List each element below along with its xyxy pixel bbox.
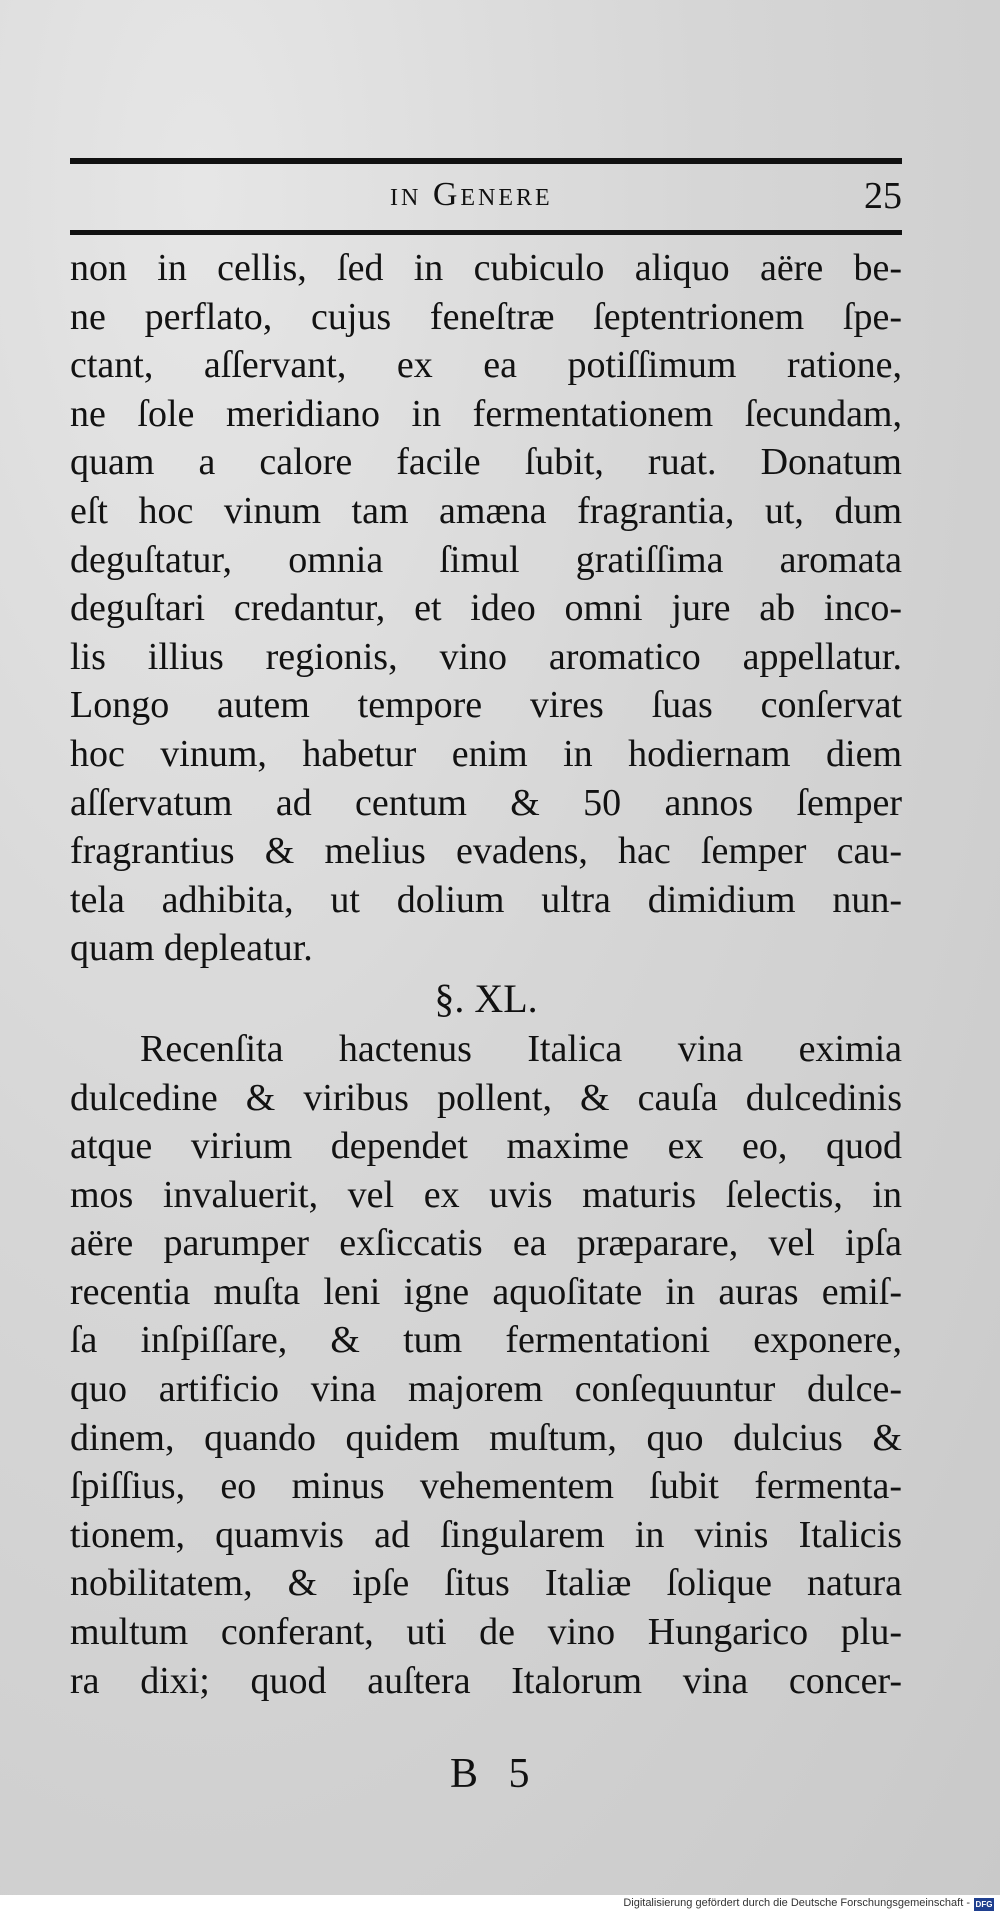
section-line: dinem, quando quidem muſtum, quo dulcius &	[70, 1416, 902, 1459]
section-line: dulcedine & viribus pollent, & cauſa dulcedinis	[70, 1076, 902, 1119]
dfg-logo-icon: DFG	[975, 1900, 993, 1909]
header-rule-bottom	[70, 230, 902, 235]
signature-mark: B 5	[450, 1751, 540, 1797]
text-line: quam a calore facile ſubit, ruat. Donatum	[70, 441, 902, 484]
text-line: eſt hoc vinum tam amæna fragrantia, ut, dum	[70, 489, 902, 532]
running-header	[70, 166, 902, 224]
footer-credit: Digitalisierung gefördert durch die Deutsche Forschungsgemeinschaft -	[623, 1897, 970, 1909]
section-heading: §. XL.	[434, 975, 538, 1021]
section-line: recentia muſta leni igne aquoſitate in auras emiſ-	[70, 1270, 902, 1313]
section-line: Recenſita hactenus Italica vina eximia	[140, 1027, 902, 1070]
text-line: non in cellis, ſed in cubiculo aliquo aëre be-	[70, 247, 902, 289]
section-line: ſpiſſius, eo minus vehementem ſubit fermenta-	[70, 1465, 902, 1508]
text-line: fragrantius & melius evadens, hac ſemper cau-	[70, 830, 902, 873]
digitization-footer	[0, 1895, 1000, 1915]
section-line: aëre parumper exſiccatis ea præparare, vel ipſa	[70, 1222, 902, 1265]
text-line: deguſtari credantur, et ideo omni jure ab inco-	[70, 587, 902, 630]
text-line: tela adhibita, ut dolium ultra dimidium nun-	[70, 878, 902, 921]
header-rule-top	[70, 158, 902, 164]
text-line: lis illius regionis, vino aromatico appellatur.	[70, 635, 902, 678]
text-line: ctant, aſſervant, ex ea potiſſimum ratione,	[70, 344, 902, 387]
section-line: nobilitatem, & ipſe ſitus Italiæ ſolique natura	[70, 1562, 902, 1605]
section-line: ra dixi; quod auſtera Italorum vina concer-	[70, 1659, 902, 1702]
running-title: in Genere	[390, 176, 553, 213]
text-line: quam depleatur.	[70, 927, 313, 970]
section-line: atque virium dependet maxime ex eo, quod	[70, 1125, 902, 1168]
body-text	[70, 244, 902, 1705]
text-line: ne perflato, cujus feneſtræ ſeptentrionem ſpe-	[70, 295, 902, 338]
section-line: mos invaluerit, vel ex uvis maturis ſelectis, in	[70, 1173, 902, 1216]
text-line: aſſervatum ad centum & 50 annos ſemper	[70, 781, 902, 824]
text-line: Longo autem tempore vires ſuas conſervat	[70, 684, 902, 727]
section-line: quo artificio vina majorem conſequuntur dulce-	[70, 1368, 902, 1411]
section-line: tionem, quamvis ad ſingularem in vinis Italicis	[70, 1513, 902, 1556]
section-line: multum conferant, uti de vino Hungarico plu-	[70, 1611, 902, 1654]
page-number: 25	[864, 175, 902, 217]
text-line: ne ſole meridiano in fermentationem ſecundam,	[70, 392, 902, 435]
text-line: hoc vinum, habetur enim in hodiernam diem	[70, 732, 902, 775]
text-line: deguſtatur, omnia ſimul gratiſſima aromata	[70, 538, 902, 581]
section-line: ſa inſpiſſare, & tum fermentationi exponere,	[70, 1319, 902, 1362]
